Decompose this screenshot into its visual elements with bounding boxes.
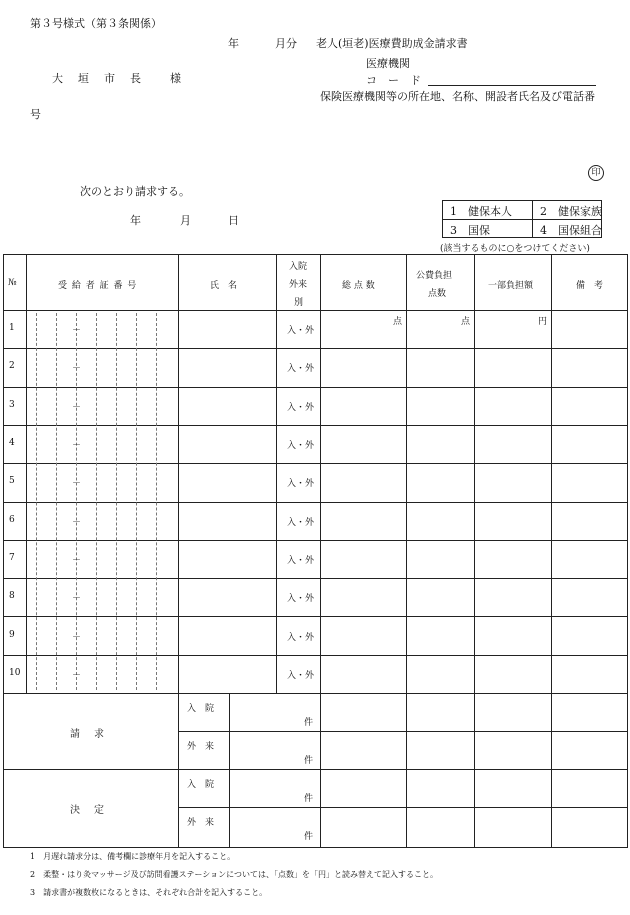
address-caption-wrap: 号 (30, 108, 41, 121)
inout-choice[interactable]: 入・外 (287, 479, 315, 489)
form-number: 第３号様式（第３条関係） (30, 17, 162, 30)
insurance-option-4[interactable]: 4 国保組合 (540, 224, 602, 237)
row-number: 2 (9, 361, 15, 371)
header-inout-2: 外来 (289, 280, 308, 290)
claim-label: 請 求 (70, 729, 106, 740)
inout-choice[interactable]: 入・外 (287, 556, 315, 566)
insurance-option-1[interactable]: 1 健保本人 (450, 205, 512, 218)
header-remarks: 備 考 (576, 281, 604, 291)
row-number: 3 (9, 400, 15, 410)
claim-inpatient-unit: 件 (304, 718, 314, 728)
recipient-id-separator: － (72, 403, 82, 413)
header-recipient-id: 受 給 者 証 番 号 (58, 281, 138, 291)
recipient-id-separator: － (72, 671, 82, 681)
claim-inpatient-label: 入 院 (187, 704, 215, 714)
header-public-1: 公費負担 (416, 271, 453, 281)
date-year-label: 年 (130, 214, 141, 227)
table-row (3, 387, 627, 425)
recipient-id-separator: － (72, 441, 82, 451)
header-name: 氏 名 (210, 281, 238, 291)
recipient-id-separator: － (72, 556, 82, 566)
note-2: 2 柔整・はり灸マッサージ及び訪問看護ステーションについては、「点数」を「円」と読み替えて記入すること。 (30, 870, 438, 879)
table-row (3, 655, 627, 693)
addressee-city: 大 垣 市 長 (52, 72, 143, 85)
claim-outpatient-unit: 件 (304, 756, 314, 766)
title-year-label: 年 (228, 37, 239, 50)
form-title: 老人(垣老)医療費助成金請求書 (316, 37, 468, 50)
row-number: 10 (9, 668, 21, 678)
table-row (3, 540, 627, 578)
inout-choice[interactable]: 入・外 (287, 364, 315, 374)
row-number: 7 (9, 553, 15, 563)
note-3: 3 請求書が複数枚になるときは、それぞれ合計を記入すること。 (30, 888, 268, 897)
unit-points: 点 (393, 317, 403, 327)
decision-inpatient-label: 入 院 (187, 780, 215, 790)
row-number: 4 (9, 438, 15, 448)
inout-choice[interactable]: 入・外 (287, 671, 315, 681)
row-number: 6 (9, 515, 15, 525)
table-row (3, 348, 627, 386)
recipient-id-separator: － (72, 594, 82, 604)
row-number: 1 (9, 323, 15, 333)
recipient-id-separator: － (72, 326, 82, 336)
insurance-option-2[interactable]: 2 健保家族 (540, 205, 602, 218)
code-label: コ ー ド (366, 74, 421, 87)
header-inout-3: 別 (294, 298, 304, 308)
decision-label: 決 定 (70, 805, 106, 816)
header-partial: 一部負担額 (488, 281, 534, 291)
address-caption: 保険医療機関等の所在地、名称、開設者氏名及び電話番 (320, 90, 595, 103)
inout-choice[interactable]: 入・外 (287, 326, 315, 336)
insurance-note: (該当するものに○をつけてください) (440, 244, 590, 254)
decision-inpatient-unit: 件 (304, 794, 314, 804)
request-text: 次のとおり請求する。 (80, 185, 190, 198)
note-1: 1 月遅れ請求分は、備考欄に診療年月を記入すること。 (30, 852, 236, 861)
recipient-id-separator: － (72, 479, 82, 489)
date-month-label: 月 (180, 214, 191, 227)
seal-mark: 印 (588, 165, 604, 181)
inout-choice[interactable]: 入・外 (287, 633, 315, 643)
unit-yen: 円 (538, 317, 548, 327)
code-underline (428, 85, 596, 86)
table-row (3, 425, 627, 463)
inout-choice[interactable]: 入・外 (287, 403, 315, 413)
header-no: № (8, 278, 17, 288)
row-number: 9 (9, 630, 15, 640)
insurance-option-3[interactable]: 3 国保 (450, 224, 490, 237)
table-row (3, 463, 627, 501)
date-day-label: 日 (228, 214, 239, 227)
table-row (3, 502, 627, 540)
inout-choice[interactable]: 入・外 (287, 518, 315, 528)
title-month-label: 月分 (275, 37, 297, 50)
header-inout-1: 入院 (289, 262, 308, 272)
row-number: 8 (9, 591, 15, 601)
unit-public-points: 点 (461, 317, 471, 327)
addressee-honorific: 様 (170, 72, 181, 85)
header-total-points: 総 点 数 (342, 281, 375, 291)
table-row (3, 310, 627, 348)
header-public-2: 点数 (428, 289, 447, 299)
table-row (3, 578, 627, 616)
recipient-id-separator: － (72, 633, 82, 643)
decision-outpatient-unit: 件 (304, 832, 314, 842)
decision-outpatient-label: 外 来 (187, 818, 215, 828)
table-row (3, 616, 627, 654)
recipient-id-separator: － (72, 364, 82, 374)
row-number: 5 (9, 476, 15, 486)
recipient-id-separator: － (72, 518, 82, 528)
institution-label: 医療機関 (366, 57, 410, 70)
claim-outpatient-label: 外 来 (187, 742, 215, 752)
inout-choice[interactable]: 入・外 (287, 594, 315, 604)
inout-choice[interactable]: 入・外 (287, 441, 315, 451)
